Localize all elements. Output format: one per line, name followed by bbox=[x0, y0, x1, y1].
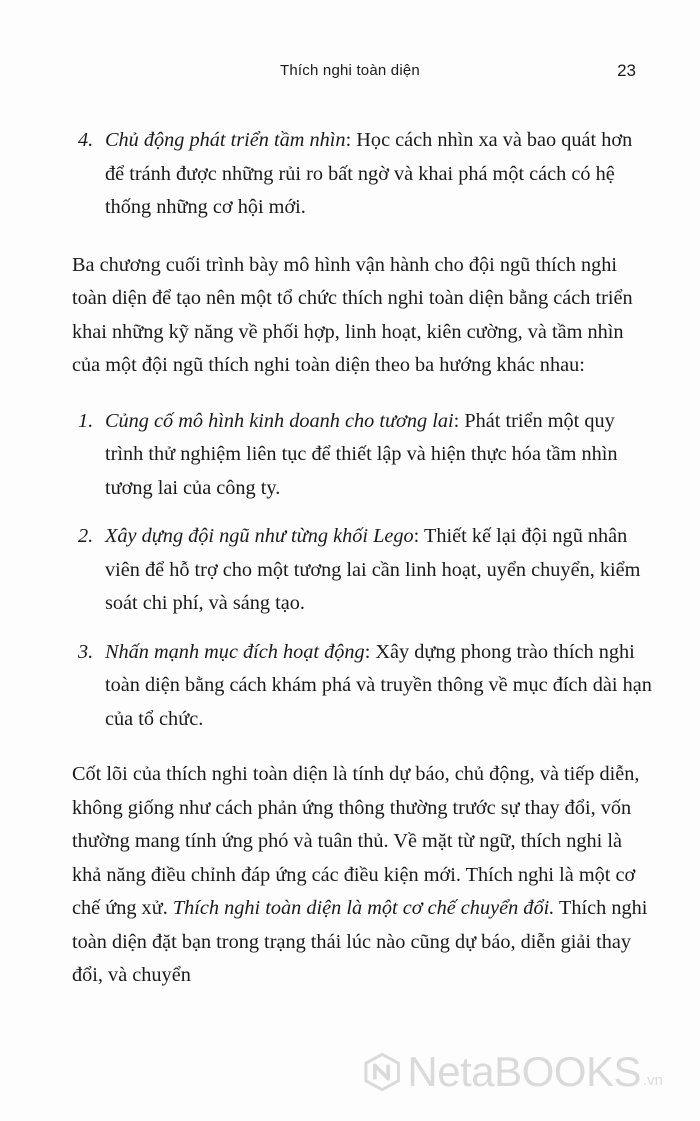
page-number: 23 bbox=[617, 61, 636, 80]
list-item-number: 1. bbox=[78, 409, 94, 432]
list-item-3 bbox=[72, 636, 656, 737]
list-item-text: : Phát triển một quy trình thử nghiệm liên tục để thiết lập và hiện thực hóa tầm nhìn tương lai của công ty. bbox=[105, 409, 618, 499]
paragraph-core bbox=[72, 758, 656, 993]
list-item-text: : Học cách nhìn xa và bao quát hơn để tránh được những rủi ro bất ngờ và khai phá một cách có hệ thống những cơ hội mới. bbox=[105, 129, 633, 218]
watermark-brand: NetaBOOKS bbox=[407, 1048, 641, 1095]
list-item-title: Chủ động phát triển tầm nhìn bbox=[105, 129, 346, 151]
list-item-4 bbox=[72, 124, 656, 225]
paragraph-italic: Thích nghi toàn diện là một cơ chế chuyển đổi. bbox=[172, 897, 555, 919]
netabooks-logo-icon bbox=[363, 1046, 401, 1098]
list-item-2 bbox=[72, 520, 656, 621]
list-item-title: Củng cố mô hình kinh doanh cho tương lai bbox=[105, 409, 454, 432]
paragraph-text: Cốt lõi của thích nghi toàn diện là tính dự báo, chủ động, và tiếp diễn, không giống như cách phản ứng thông thường trước sự thay đổi, vốn thường mang tính ứng phó và tuân thủ. Về mặt từ ngữ, thích nghi là khả năng điều chỉnh đáp ứng các điều kiện mới. Thích nghi là một cơ chế ứng xử. bbox=[72, 763, 640, 919]
watermark bbox=[363, 1042, 663, 1102]
watermark-tld: .vn bbox=[642, 1071, 663, 1089]
list-item-number: 4. bbox=[78, 129, 94, 151]
list-item-number: 2. bbox=[78, 525, 94, 547]
paragraph-text: Thích nghi toàn diện đặt bạn trong trạng thái lúc nào cũng dự báo, diễn giải thay đổi, và chuyển bbox=[72, 897, 648, 986]
list-item-number: 3. bbox=[78, 640, 94, 663]
list-item-1 bbox=[72, 405, 656, 506]
list-item-title: Xây dựng đội ngũ như từng khối Lego bbox=[105, 525, 414, 547]
list-item-text: : Thiết kế lại đội ngũ nhân viên để hỗ trợ cho một tương lai cần linh hoạt, uyển chuyển, kiểm soát chi phí, và sáng tạo. bbox=[105, 525, 641, 614]
list-item-text: : Xây dựng phong trào thích nghi toàn diện bằng cách khám phá và truyền thông về mục đích dài hạn của tổ chức. bbox=[105, 640, 652, 730]
page-header bbox=[0, 62, 700, 86]
paragraph-intro: Ba chương cuối trình bày mô hình vận hành cho đội ngũ thích nghi toàn diện để tạo nên một tổ chức thích nghi toàn diện bằng cách triển khai những kỹ năng về phối hợp, linh hoạt, kiên cường, và tầm nhìn của một đội ngũ thích nghi toàn diện theo ba hướng khác nhau: bbox=[72, 253, 633, 376]
numbered-list bbox=[72, 405, 656, 737]
page-body bbox=[72, 124, 656, 1015]
list-item-title: Nhấn mạnh mục đích hoạt động bbox=[105, 640, 365, 663]
running-head: Thích nghi toàn diện bbox=[280, 62, 420, 79]
